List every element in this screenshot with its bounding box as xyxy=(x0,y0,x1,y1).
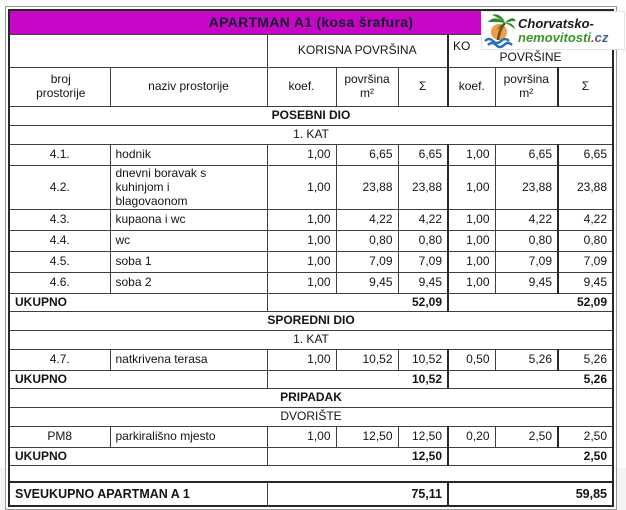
room-name-cell xyxy=(110,427,267,448)
value-cell: 9,45 xyxy=(558,273,613,294)
value-cell: 12,50 xyxy=(336,427,398,448)
section-row xyxy=(9,312,613,331)
value-cell: 9,45 xyxy=(495,273,558,294)
total-sum-korisna: 10,52 xyxy=(267,371,448,389)
total-sum-korigirana: 52,09 xyxy=(448,294,613,312)
value-cell: 5,26 xyxy=(495,350,558,371)
value-cell: 1,00 xyxy=(267,145,336,166)
table-row xyxy=(9,273,613,294)
section-row xyxy=(9,107,613,126)
value-cell: 23,88 xyxy=(495,166,558,210)
apartment-area-table-wrap xyxy=(5,6,617,510)
total-row xyxy=(9,448,613,466)
spacer-row xyxy=(9,466,613,483)
section-row xyxy=(9,126,613,145)
room-name-cell xyxy=(110,350,267,371)
section-label: 1. KAT xyxy=(9,126,613,145)
section-label: POSEBNI DIO xyxy=(9,107,613,126)
section-label: SPOREDNI DIO xyxy=(9,312,613,331)
header-korig-povrsine: POVRŠINE xyxy=(499,50,562,65)
col-header-sigma-2: Σ xyxy=(558,68,613,107)
value-cell: 2,50 xyxy=(495,427,558,448)
value-cell: 10,52 xyxy=(398,350,448,371)
logo-line-1: Chorvatsko- xyxy=(518,15,594,31)
table-row xyxy=(9,427,613,448)
section-row xyxy=(9,331,613,350)
col-header-naziv: naziv prostorije xyxy=(110,68,267,107)
total-row xyxy=(9,371,613,389)
room-name-text: soba 1 xyxy=(115,254,152,269)
total-label: UKUPNO xyxy=(9,448,267,466)
room-number-cell: 4.6. xyxy=(9,273,110,294)
room-name-cell xyxy=(110,145,267,166)
total-sum-korigirana: 59,85 xyxy=(448,482,613,506)
value-cell: 12,50 xyxy=(398,427,448,448)
room-name-text: kupaona i wc xyxy=(115,212,186,227)
value-cell: 1,00 xyxy=(448,231,495,252)
value-cell: 6,65 xyxy=(558,145,613,166)
total-label: UKUPNO xyxy=(9,294,267,312)
value-cell: 1,00 xyxy=(448,252,495,273)
room-name-text: wc xyxy=(115,233,131,248)
total-sum-korigirana: 5,26 xyxy=(448,371,613,389)
total-sum-korisna: 52,09 xyxy=(267,294,448,312)
table-row xyxy=(9,210,613,231)
col-header-koef-1: koef. xyxy=(267,68,336,107)
value-cell: 23,88 xyxy=(398,166,448,210)
room-number-cell: 4.7. xyxy=(9,350,110,371)
value-cell: 1,00 xyxy=(267,231,336,252)
col-header-broj: broj prostorije xyxy=(9,68,110,107)
value-cell: 2,50 xyxy=(558,427,613,448)
value-cell: 0,50 xyxy=(448,350,495,371)
table-row xyxy=(9,145,613,166)
value-cell: 23,88 xyxy=(336,166,398,210)
col-header-koef-2: koef. xyxy=(448,68,495,107)
room-name-text: natkrivena terasa xyxy=(115,352,208,367)
room-number-cell: 4.2. xyxy=(9,166,110,210)
section-row xyxy=(9,408,613,427)
header-korig-ko: KO xyxy=(453,39,471,53)
value-cell: 5,26 xyxy=(558,350,613,371)
value-cell: 1,00 xyxy=(448,166,495,210)
total-row xyxy=(9,294,613,312)
table-body xyxy=(9,107,613,507)
room-number-cell: 4.4. xyxy=(9,231,110,252)
company-logo xyxy=(481,11,625,50)
value-cell: 0,20 xyxy=(448,427,495,448)
value-cell: 6,65 xyxy=(398,145,448,166)
room-name-text: soba 2 xyxy=(115,275,152,290)
section-label: DVORIŠTE xyxy=(9,408,613,427)
value-cell: 6,65 xyxy=(336,145,398,166)
table-row xyxy=(9,350,613,371)
value-cell: 7,09 xyxy=(398,252,448,273)
col-header-sigma-1: Σ xyxy=(398,68,448,107)
value-cell: 0,80 xyxy=(558,231,613,252)
col-header-povrsina-2: površina m² xyxy=(495,68,558,107)
room-number-cell: 4.1. xyxy=(9,145,110,166)
spacer-cell xyxy=(9,466,613,483)
room-name-cell xyxy=(110,252,267,273)
value-cell: 1,00 xyxy=(448,273,495,294)
total-label: UKUPNO xyxy=(9,371,267,389)
table-title: APARTMAN A1 (kosa šrafura) xyxy=(9,10,613,35)
value-cell: 1,00 xyxy=(267,427,336,448)
value-cell: 1,00 xyxy=(267,210,336,231)
section-row xyxy=(9,389,613,408)
value-cell: 23,88 xyxy=(558,166,613,210)
logo-line-2: nemovitosti.cz xyxy=(518,29,609,45)
value-cell: 6,65 xyxy=(495,145,558,166)
total-sum-korisna: 12,50 xyxy=(267,448,448,466)
logo-text xyxy=(518,17,608,45)
value-cell: 4,22 xyxy=(398,210,448,231)
value-cell: 4,22 xyxy=(558,210,613,231)
section-label: PRIPADAK xyxy=(9,389,613,408)
value-cell: 0,80 xyxy=(336,231,398,252)
value-cell: 9,45 xyxy=(336,273,398,294)
value-cell: 4,22 xyxy=(495,210,558,231)
header-empty-cell xyxy=(9,35,267,68)
value-cell: 9,45 xyxy=(398,273,448,294)
total-sum-korigirana: 2,50 xyxy=(448,448,613,466)
value-cell: 0,80 xyxy=(398,231,448,252)
room-name-cell xyxy=(110,166,267,210)
value-cell: 1,00 xyxy=(448,145,495,166)
grand-total-row xyxy=(9,482,613,506)
table-row xyxy=(9,166,613,210)
value-cell: 7,09 xyxy=(495,252,558,273)
value-cell: 1,00 xyxy=(448,210,495,231)
section-label: 1. KAT xyxy=(9,331,613,350)
palm-tree-island-icon xyxy=(484,14,516,48)
col-header-povrsina-1: površina m² xyxy=(336,68,398,107)
room-name-text: hodnik xyxy=(115,147,151,162)
total-label: SVEUKUPNO APARTMAN A 1 xyxy=(9,482,267,506)
room-name-text: parkirališno mjesto xyxy=(115,429,216,444)
value-cell: 1,00 xyxy=(267,166,336,210)
value-cell: 1,00 xyxy=(267,350,336,371)
value-cell: 0,80 xyxy=(495,231,558,252)
header-group-korisna: KORISNA POVRŠINA xyxy=(267,35,448,68)
value-cell: 7,09 xyxy=(336,252,398,273)
total-sum-korisna: 75,11 xyxy=(267,482,448,506)
room-number-cell: PM8 xyxy=(9,427,110,448)
room-number-cell: 4.3. xyxy=(9,210,110,231)
apartment-area-table xyxy=(8,9,614,507)
value-cell: 10,52 xyxy=(336,350,398,371)
room-number-cell: 4.5. xyxy=(9,252,110,273)
table-row xyxy=(9,231,613,252)
header-columns-row xyxy=(9,68,613,107)
room-name-cell xyxy=(110,273,267,294)
room-name-text: dnevni boravak s kuhinjom i blagovaonom xyxy=(115,166,207,208)
value-cell: 7,09 xyxy=(558,252,613,273)
value-cell: 1,00 xyxy=(267,252,336,273)
value-cell: 1,00 xyxy=(267,273,336,294)
room-name-cell xyxy=(110,210,267,231)
table-row xyxy=(9,252,613,273)
value-cell: 4,22 xyxy=(336,210,398,231)
room-name-cell xyxy=(110,231,267,252)
